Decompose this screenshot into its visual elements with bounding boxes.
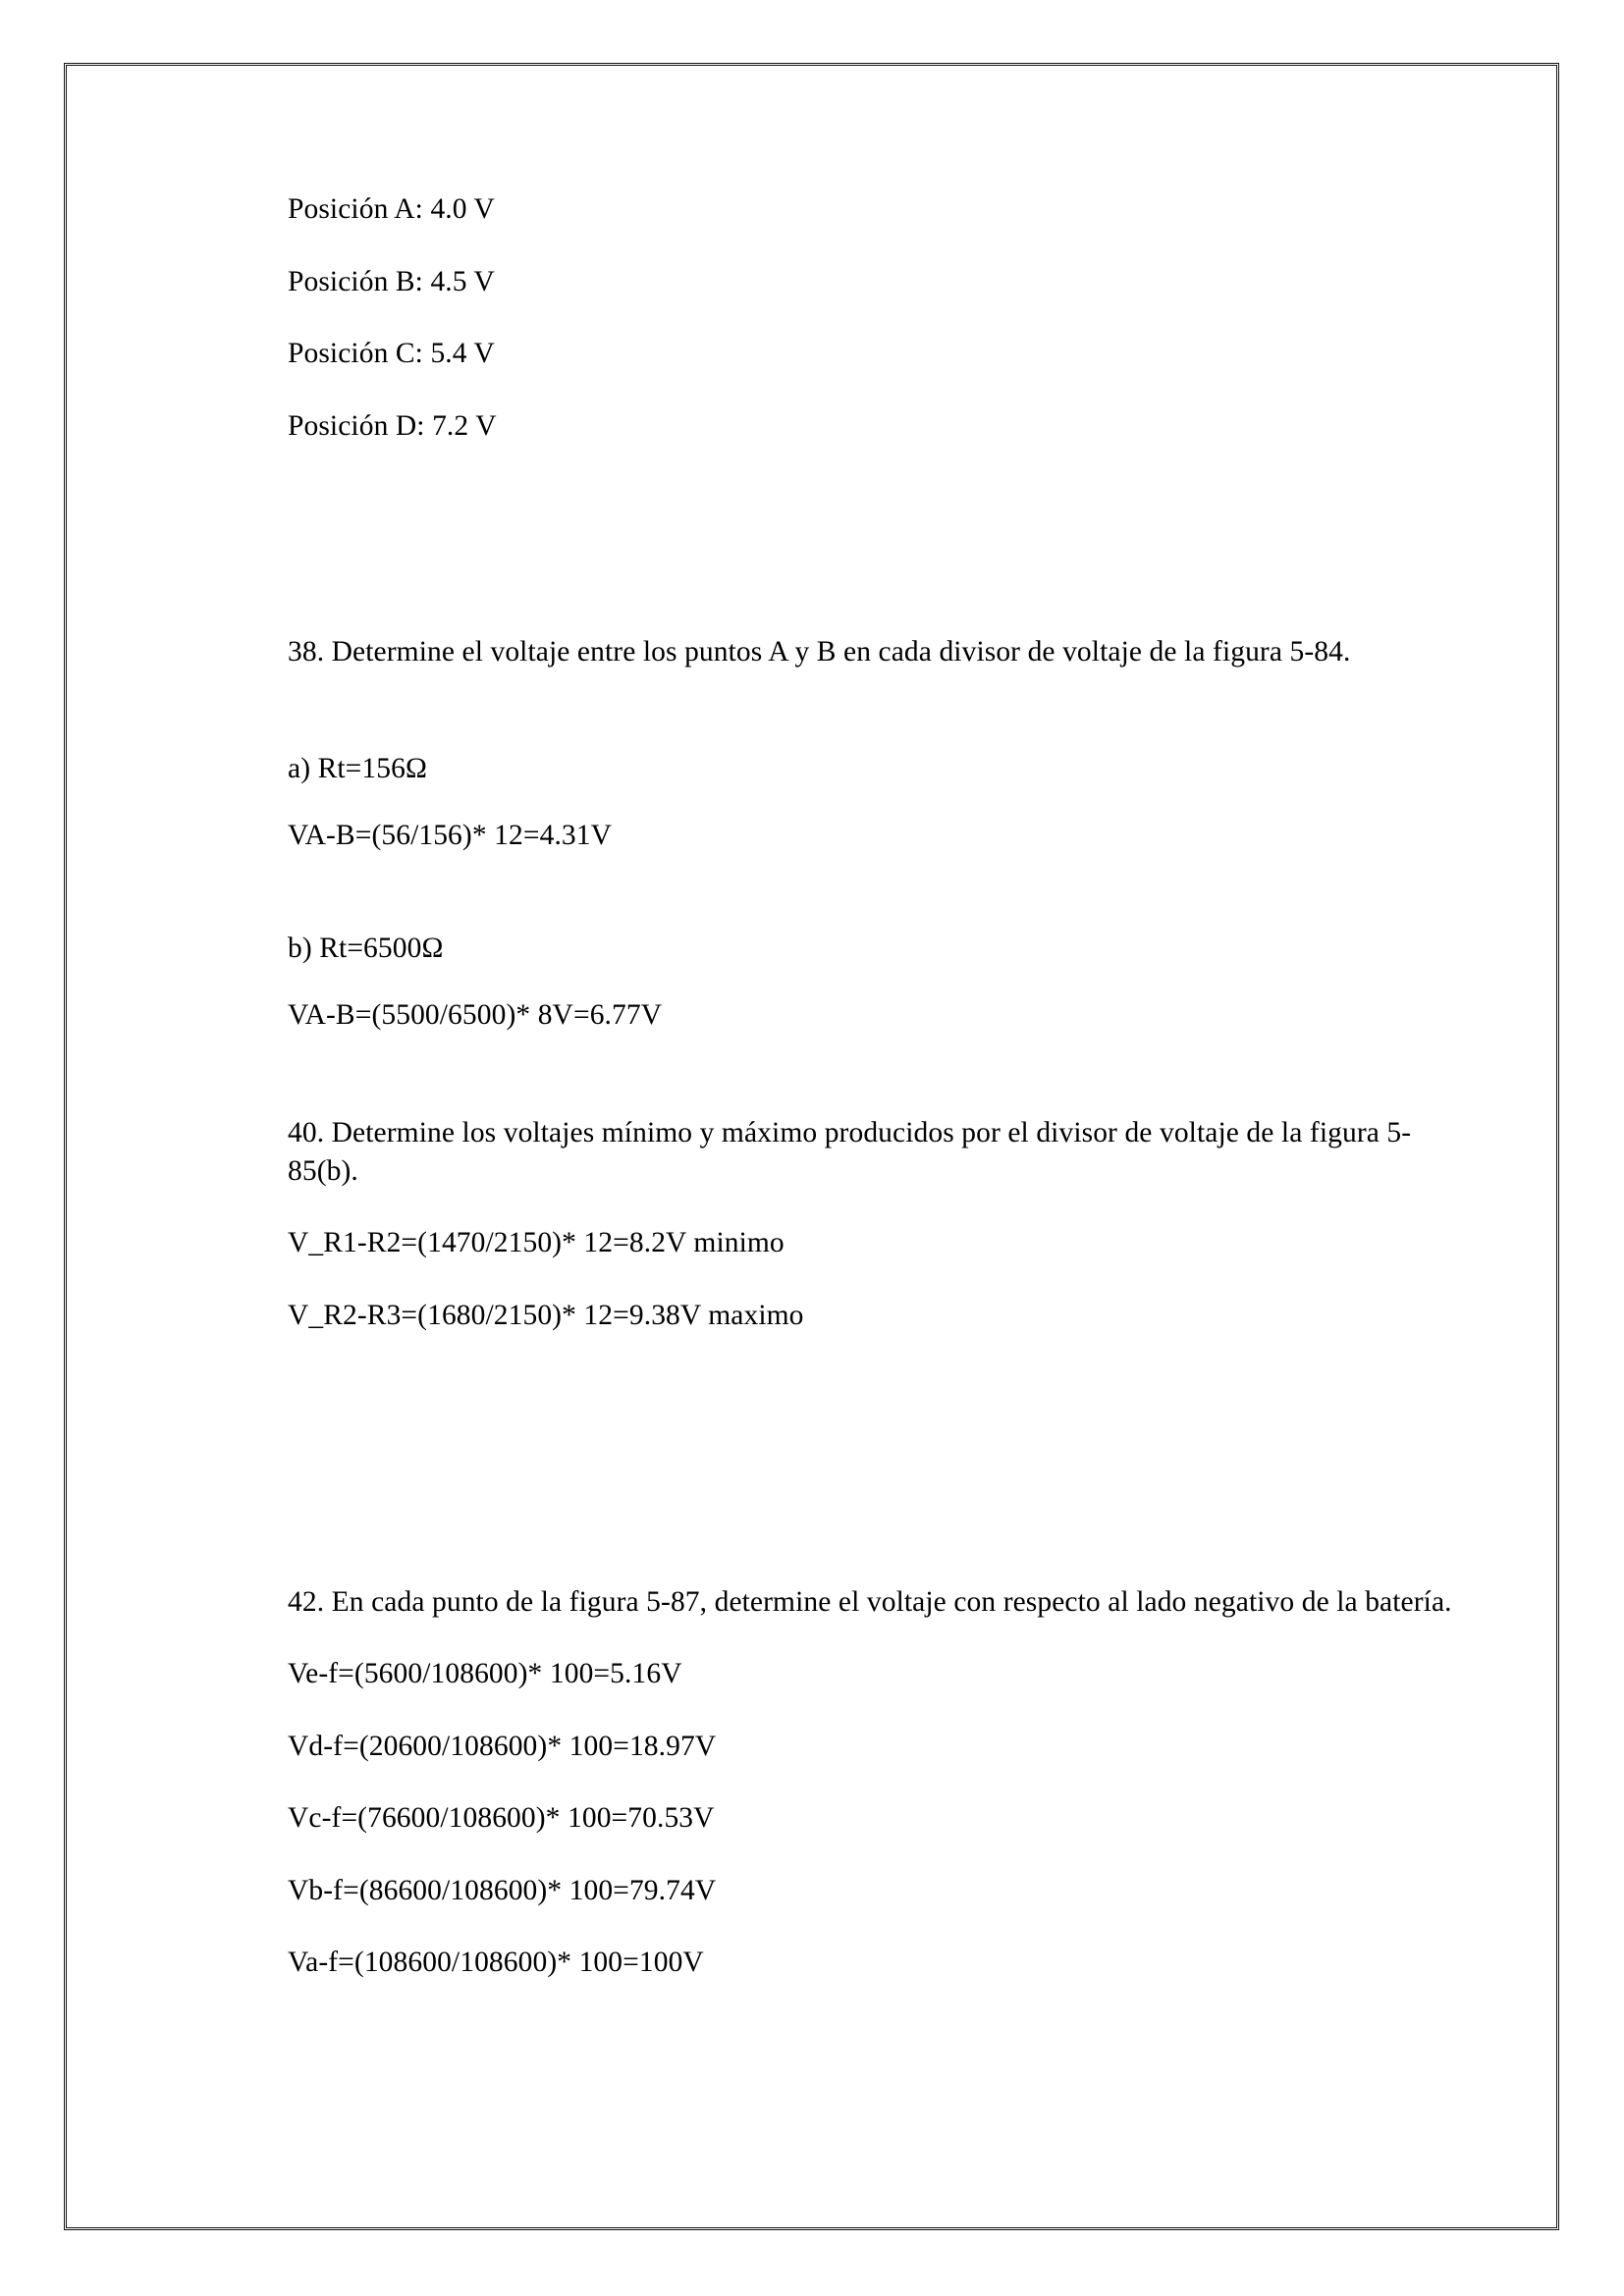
position-b-line: Posición B: 4.5 V	[288, 265, 495, 297]
problem-38b-result: VA-B=(5500/6500)* 8V=6.77V	[288, 998, 663, 1031]
spacer-before-42	[288, 1330, 1456, 1522]
problem-38	[288, 633, 1456, 1030]
spacer-38-a	[288, 670, 1456, 755]
problem-40	[288, 1114, 1456, 1330]
problem-42-result-a: Va-f=(108600/108600)* 100=100V	[288, 1947, 704, 1979]
spacer-after-positions	[288, 441, 1456, 633]
problem-38b-rt: b) Rt=6500Ω	[288, 933, 444, 965]
spacer-before-40	[288, 1030, 1456, 1114]
problem-42-result-e: Ve-f=(5600/108600)* 100=5.16V	[288, 1658, 682, 1690]
problem-42	[288, 1583, 1456, 1978]
spacer-before-42-extra	[288, 1522, 1456, 1583]
problem-38-statement: 38. Determine el voltaje entre los puntos A y B en cada divisor de voltaje de la figura 5-84.	[288, 636, 1351, 667]
problem-42-result-c: Vc-f=(76600/108600)* 100=70.53V	[288, 1802, 715, 1835]
problem-40-statement: 40. Determine los voltajes mínimo y máximo producidos por el divisor de voltaje de la figura 5-85(b).	[288, 1117, 1412, 1187]
problem-42-statement: 42. En cada punto de la figura 5-87, determine el voltaje con respecto al lado negativo de la batería.	[288, 1586, 1452, 1619]
problem-42-result-d: Vd-f=(20600/108600)* 100=18.97V	[288, 1730, 717, 1762]
problem-42-result-b: Vb-f=(86600/108600)* 100=79.74V	[288, 1874, 717, 1906]
page-border-frame	[64, 63, 1559, 2230]
problem-40-maximo: V_R2-R3=(1680/2150)* 12=9.38V maximo	[288, 1299, 804, 1331]
position-a-line: Posición A: 4.0 V	[288, 193, 495, 225]
problem-38a-result: VA-B=(56/156)* 12=4.31V	[288, 819, 613, 851]
spacer-38-b	[288, 850, 1456, 934]
document-body	[288, 195, 1456, 1978]
position-d-line: Posición D: 7.2 V	[288, 409, 497, 442]
problem-38a-rt: a) Rt=156Ω	[288, 753, 427, 785]
spacer-42-results	[288, 1621, 1456, 1660]
position-list	[288, 195, 1456, 441]
position-c-line: Posición C: 5.4 V	[288, 338, 495, 369]
problem-40-minimo: V_R1-R2=(1470/2150)* 12=8.2V minimo	[288, 1227, 785, 1259]
spacer-40-results	[288, 1190, 1456, 1229]
